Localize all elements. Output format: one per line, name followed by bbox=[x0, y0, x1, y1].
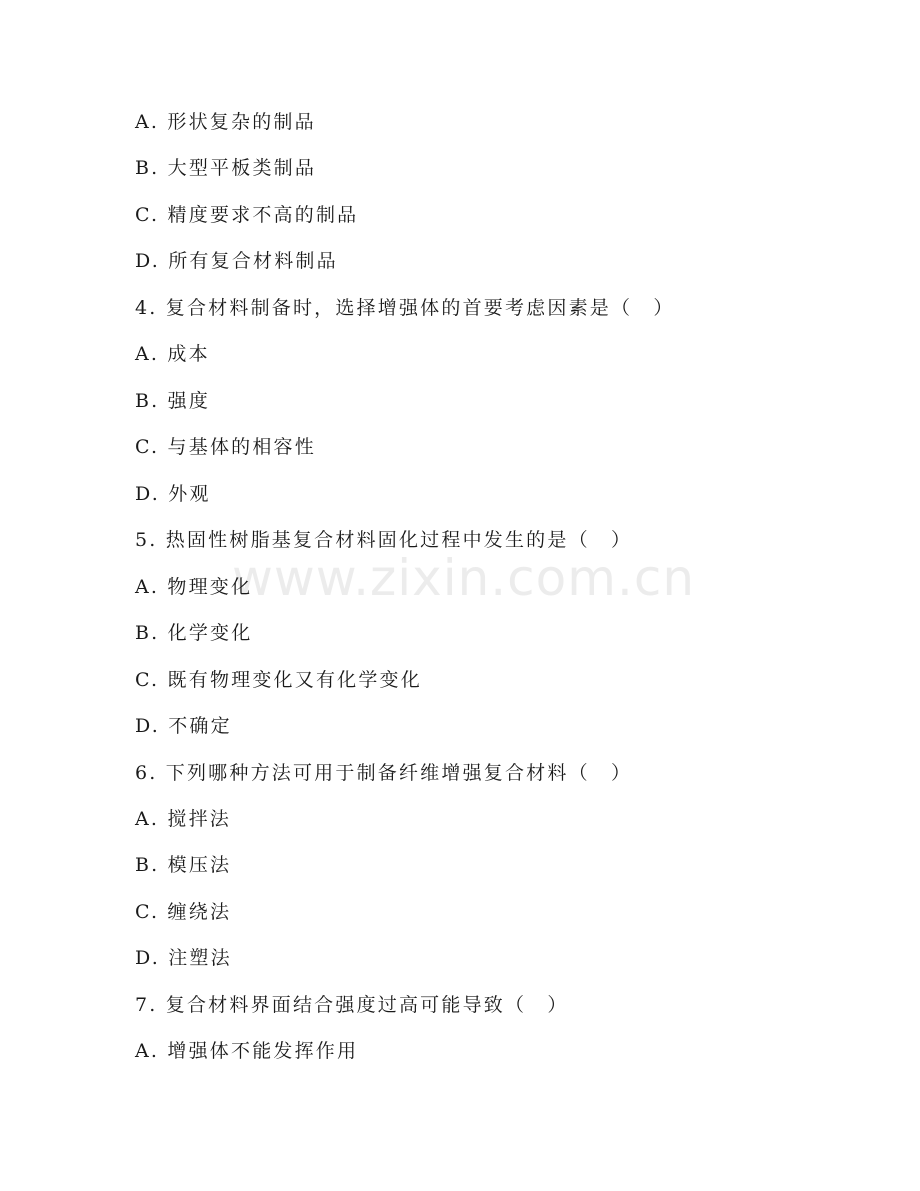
option-line: D. 外观 bbox=[135, 483, 211, 505]
question-line: 4. 复合材料制备时，选择增强体的首要考虑因素是（ ） bbox=[135, 297, 675, 319]
question-line: 5. 热固性树脂基复合材料固化过程中发生的是（ ） bbox=[135, 529, 633, 551]
option-line: D. 所有复合材料制品 bbox=[135, 250, 338, 272]
option-line: A. 成本 bbox=[135, 343, 210, 365]
option-line: B. 强度 bbox=[135, 390, 211, 412]
option-line: A. 物理变化 bbox=[135, 576, 253, 598]
option-line: C. 缠绕法 bbox=[135, 901, 232, 923]
question-line: 7. 复合材料界面结合强度过高可能导致（ ） bbox=[135, 994, 569, 1016]
option-line: B. 化学变化 bbox=[135, 622, 253, 644]
option-line: A. 搅拌法 bbox=[135, 808, 232, 830]
option-line: A. 增强体不能发挥作用 bbox=[135, 1040, 359, 1062]
option-line: D. 注塑法 bbox=[135, 947, 232, 969]
option-line: D. 不确定 bbox=[135, 715, 232, 737]
question-line: 6. 下列哪种方法可用于制备纤维增强复合材料（ ） bbox=[135, 762, 633, 784]
watermark: www.zixin.com.cn bbox=[232, 549, 696, 607]
option-line: B. 模压法 bbox=[135, 854, 232, 876]
option-line: C. 与基体的相容性 bbox=[135, 436, 316, 458]
option-line: B. 大型平板类制品 bbox=[135, 157, 317, 179]
option-line: A. 形状复杂的制品 bbox=[135, 111, 316, 133]
option-line: C. 精度要求不高的制品 bbox=[135, 204, 359, 226]
option-line: C. 既有物理变化又有化学变化 bbox=[135, 669, 422, 691]
